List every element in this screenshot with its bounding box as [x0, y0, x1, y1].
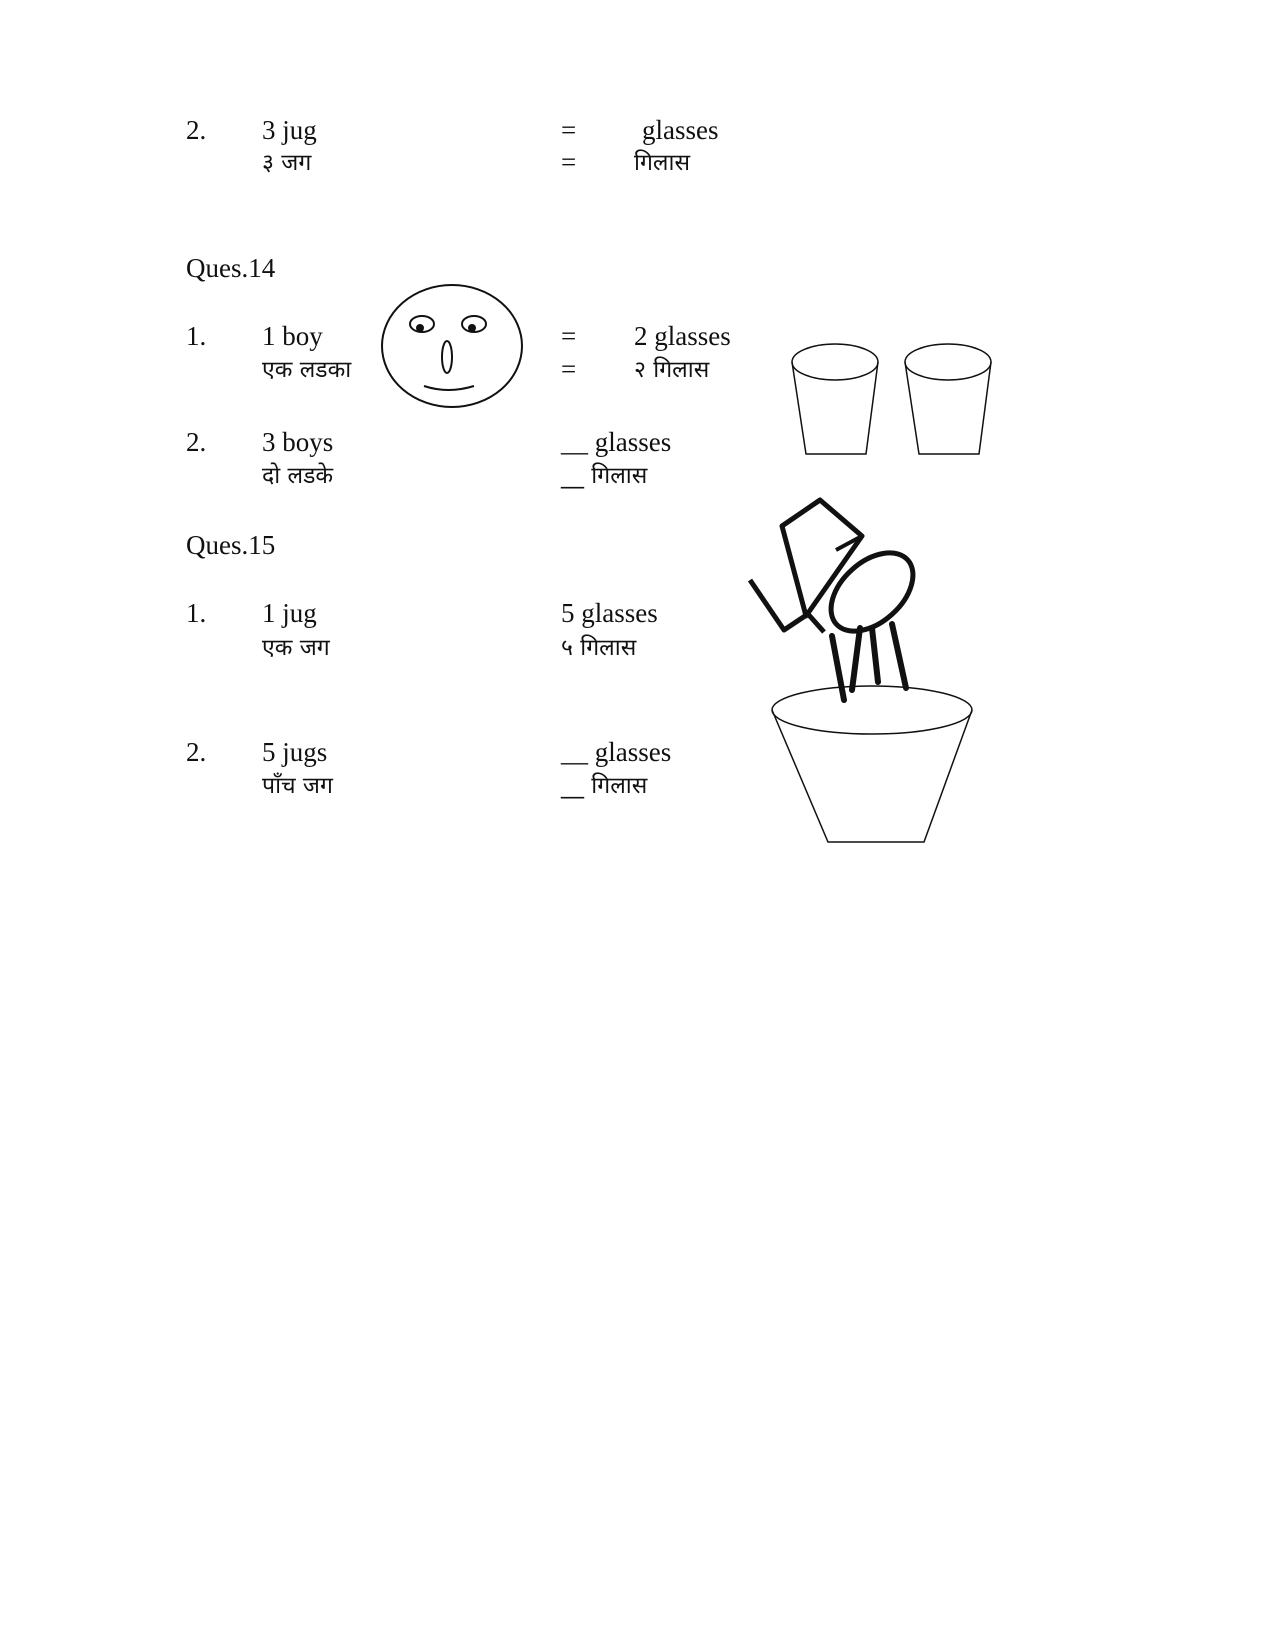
q14-row1-hindi-result: २ गिलास — [634, 357, 710, 383]
q15-row1-english-item: 1 jug — [262, 598, 317, 628]
q13-english-item: 3 jug — [262, 115, 317, 145]
q15-row2-english-item: 5 jugs — [262, 737, 328, 767]
q15-row2-number: 2. — [186, 737, 207, 767]
q15-row2-hindi-item: पाँच जग — [262, 773, 333, 799]
q14-row2-hindi-result: __ गिलास — [561, 463, 648, 489]
q15-row1-hindi-item: एक जग — [262, 635, 330, 661]
q14-heading: Ques.14 — [186, 253, 276, 283]
q15-row2-english-result: __ glasses — [561, 737, 672, 767]
q15-row1-number: 1. — [186, 598, 207, 628]
jug-pouring-icon — [748, 492, 978, 847]
q15-row1-hindi-result: ५ गिलास — [561, 635, 637, 661]
q14-row1-equals-hi: = — [561, 354, 577, 384]
two-glasses-icon — [788, 340, 998, 460]
q13-equals-en: = — [561, 115, 577, 145]
q13-equals-hi: = — [561, 147, 577, 177]
q14-row1-english-item: 1 boy — [262, 321, 323, 351]
q13-english-result: glasses — [642, 115, 719, 145]
glass-icon — [792, 344, 878, 454]
q14-row2-number: 2. — [186, 427, 207, 457]
q15-row1-english-result: 5 glasses — [561, 598, 658, 628]
q13-hindi-item: ३ जग — [262, 150, 312, 176]
q15-heading: Ques.15 — [186, 530, 276, 560]
q15-row2-hindi-result: __ गिलास — [561, 773, 648, 799]
boy-face-icon — [378, 282, 526, 412]
glass-icon — [905, 344, 991, 454]
q14-row1-number: 1. — [186, 321, 207, 351]
q13-item-number: 2. — [186, 115, 207, 145]
q14-row2-hindi-item: दो लडके — [262, 463, 334, 489]
q14-row1-english-result: 2 glasses — [634, 321, 731, 351]
q14-row2-english-item: 3 boys — [262, 427, 334, 457]
q13-hindi-result: गिलास — [634, 150, 691, 176]
q14-row1-hindi-item: एक लडका — [262, 357, 352, 383]
q14-row1-equals-en: = — [561, 321, 577, 351]
q14-row2-english-result: __ glasses — [561, 427, 672, 457]
